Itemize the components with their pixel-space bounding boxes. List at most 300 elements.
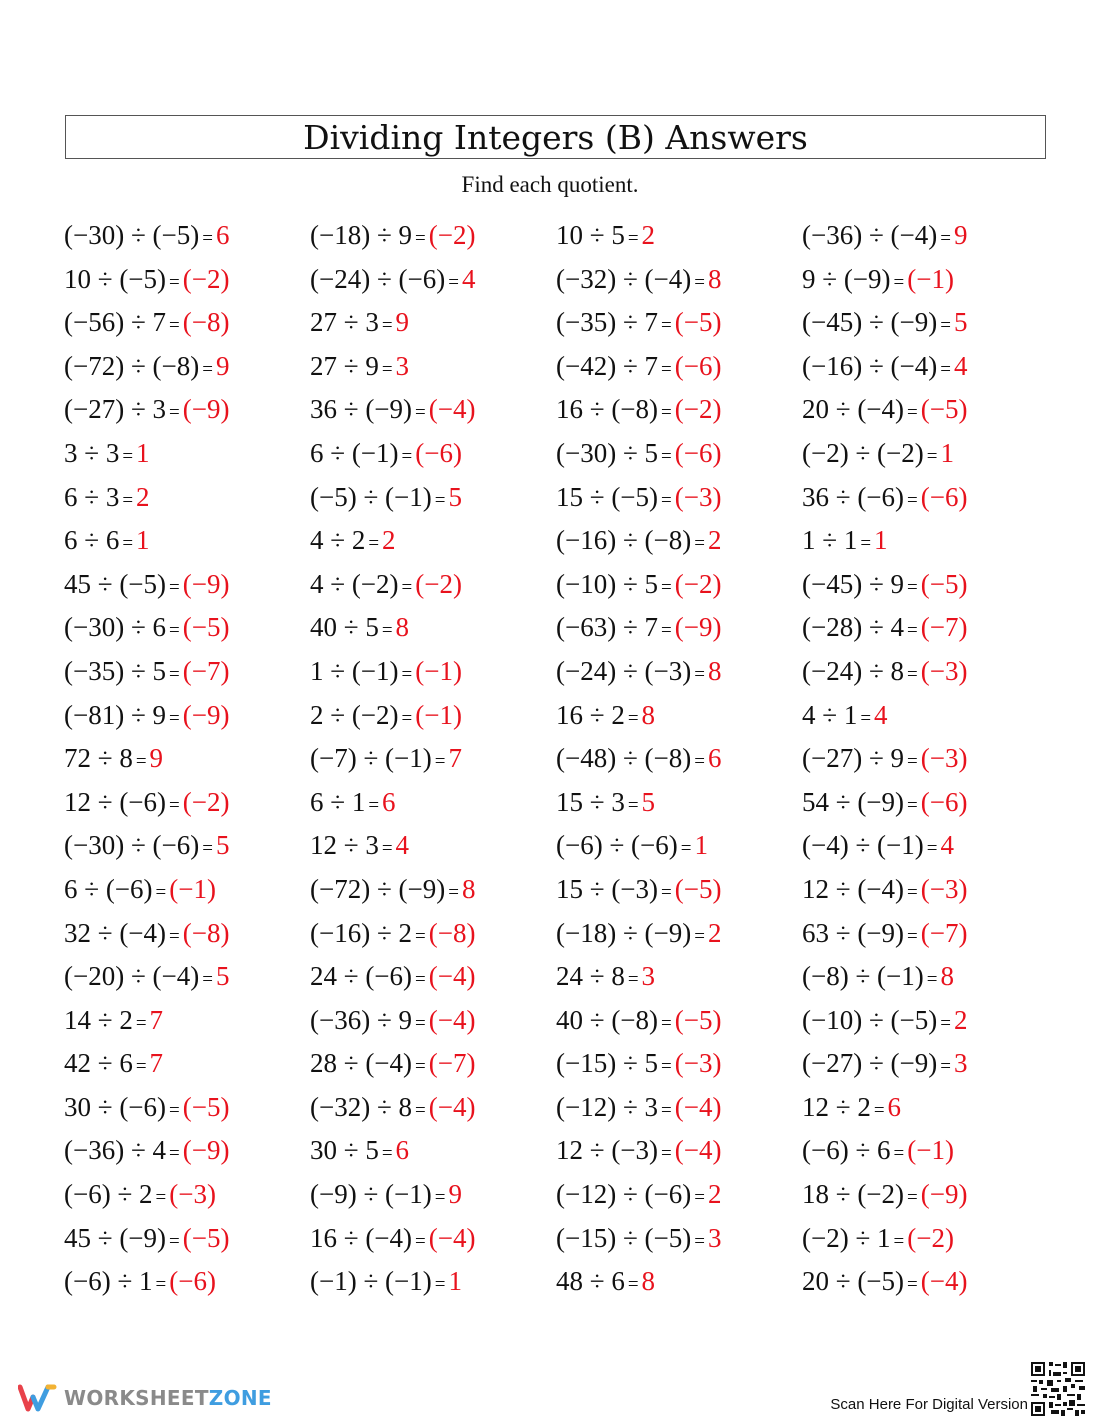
problem-item: [310, 519, 556, 563]
equals-sign: =: [122, 533, 134, 555]
problem-expression: 1 ÷ (−1): [310, 655, 399, 686]
problem-expression: (−9) ÷ (−1): [310, 1179, 432, 1210]
equals-sign: =: [661, 445, 672, 467]
equals-sign: =: [926, 838, 938, 860]
problem-expression: (−63) ÷ 7: [556, 612, 659, 643]
problem-expression: 4 ÷ 2: [310, 525, 366, 556]
equals-sign: =: [661, 315, 672, 337]
equals-sign: =: [401, 576, 413, 598]
problem-answer: 4: [461, 263, 476, 294]
problem-expression: (−8) ÷ (−1): [802, 961, 924, 992]
problem-item: [802, 1042, 1048, 1086]
problem-item: [310, 1042, 556, 1086]
problem-answer: 8: [461, 873, 476, 904]
problem-answer: (−5): [920, 568, 968, 599]
problem-expression: 16 ÷ (−4): [310, 1222, 413, 1253]
equals-sign: =: [926, 969, 938, 991]
problem-expression: (−72) ÷ (−9): [310, 873, 446, 904]
equals-sign: =: [169, 1143, 180, 1165]
problem-answer: 1: [136, 525, 150, 556]
problem-expression: (−18) ÷ 9: [310, 220, 413, 250]
problem-answer: (−6): [415, 437, 462, 468]
equals-sign: =: [381, 838, 393, 860]
problem-answer: (−5): [920, 394, 968, 425]
problem-item: [556, 1086, 802, 1130]
problem-answer: (−2): [428, 220, 476, 250]
problem-expression: 10 ÷ 5: [556, 220, 625, 250]
equals-sign: =: [940, 228, 951, 249]
problem-expression: (−36) ÷ (−4): [802, 220, 938, 250]
equals-sign: =: [907, 620, 918, 642]
problem-item: [556, 999, 802, 1043]
equals-sign: =: [694, 533, 705, 555]
equals-sign: =: [415, 228, 426, 249]
problem-expression: (−24) ÷ (−6): [310, 263, 446, 294]
problem-expression: 6 ÷ 1: [310, 786, 366, 817]
equals-sign: =: [202, 228, 213, 249]
problem-answer: 1: [136, 437, 150, 468]
equals-sign: =: [907, 751, 918, 773]
problem-item: [310, 1217, 556, 1261]
problem-item: [64, 1129, 310, 1173]
problem-expression: 3 ÷ 3: [64, 437, 120, 468]
problem-answer: 2: [641, 220, 656, 250]
problem-answer: 2: [136, 481, 150, 512]
problem-answer: 8: [641, 1266, 656, 1297]
logo-text-zone: ZONE: [208, 1386, 272, 1410]
problem-answer: 2: [953, 1004, 968, 1035]
equals-sign: =: [434, 1274, 446, 1296]
equals-sign: =: [694, 751, 705, 773]
problem-answer: 2: [707, 525, 722, 556]
problem-expression: 4 ÷ 1: [802, 699, 858, 730]
problem-answer: (−2): [182, 263, 230, 294]
problem-item: [310, 1086, 556, 1130]
equals-sign: =: [940, 315, 951, 337]
equals-sign: =: [202, 838, 213, 860]
equals-sign: =: [940, 1012, 951, 1034]
problem-item: [64, 519, 310, 563]
problem-expression: (−7) ÷ (−1): [310, 743, 432, 774]
problem-item: [556, 1042, 802, 1086]
problem-expression: (−6) ÷ (−6): [556, 830, 678, 861]
problem-expression: (−28) ÷ 4: [802, 612, 905, 643]
problem-answer: 9: [953, 220, 968, 250]
problem-answer: 5: [215, 961, 230, 992]
problem-answer: 9: [215, 350, 230, 381]
equals-sign: =: [122, 489, 134, 511]
problem-expression: 20 ÷ (−4): [802, 394, 905, 425]
equals-sign: =: [940, 358, 951, 380]
problem-expression: 27 ÷ 3: [310, 307, 379, 338]
problem-answer: (−3): [674, 481, 722, 512]
problem-expression: (−18) ÷ (−9): [556, 917, 692, 948]
problem-expression: 12 ÷ 2: [802, 1091, 871, 1122]
problem-item: [556, 563, 802, 607]
equals-sign: =: [627, 794, 639, 816]
problem-answer: 9: [448, 1179, 462, 1210]
problem-item: [556, 737, 802, 781]
problem-expression: (−16) ÷ 2: [310, 917, 413, 948]
problem-item: [802, 1129, 1048, 1173]
problem-expression: 24 ÷ 8: [556, 961, 625, 992]
equals-sign: =: [661, 620, 672, 642]
problem-item: [64, 388, 310, 432]
problem-expression: 4 ÷ (−2): [310, 568, 399, 599]
problem-item: [556, 258, 802, 302]
equals-sign: =: [907, 794, 918, 816]
equals-sign: =: [661, 358, 672, 380]
problem-item: [802, 388, 1048, 432]
equals-sign: =: [893, 271, 905, 293]
problem-expression: 20 ÷ (−5): [802, 1266, 905, 1297]
problem-answer: (−9): [182, 699, 230, 730]
equals-sign: =: [415, 1012, 426, 1034]
problem-answer: (−3): [169, 1179, 216, 1210]
problem-expression: (−16) ÷ (−4): [802, 350, 938, 381]
problem-item: [802, 650, 1048, 694]
problem-answer: (−4): [428, 1091, 476, 1122]
problem-answer: 5: [448, 481, 462, 512]
problem-answer: (−2): [907, 1222, 954, 1253]
problem-item: [64, 650, 310, 694]
problem-expression: 6 ÷ 3: [64, 481, 120, 512]
problem-expression: 36 ÷ (−9): [310, 394, 413, 425]
qr-code-icon[interactable]: [1029, 1360, 1087, 1418]
problem-answer: (−2): [674, 568, 722, 599]
problem-expression: 48 ÷ 6: [556, 1266, 625, 1297]
problem-item: [556, 1217, 802, 1261]
equals-sign: =: [907, 925, 918, 947]
equals-sign: =: [169, 925, 180, 947]
equals-sign: =: [415, 402, 426, 424]
problem-answer: (−4): [428, 394, 476, 425]
problem-item: [802, 563, 1048, 607]
problem-expression: 9 ÷ (−9): [802, 263, 891, 294]
problem-expression: 30 ÷ 5: [310, 1135, 379, 1166]
problem-item: [802, 258, 1048, 302]
problem-answer: (−5): [182, 1222, 230, 1253]
equals-sign: =: [627, 228, 639, 249]
problem-item: [556, 824, 802, 868]
equals-sign: =: [401, 445, 413, 467]
problem-answer: (−4): [428, 1004, 476, 1035]
equals-sign: =: [169, 315, 180, 337]
problem-answer: (−5): [182, 1091, 230, 1122]
problem-answer: 2: [707, 917, 722, 948]
problem-item: [802, 606, 1048, 650]
problem-answer: 8: [641, 699, 656, 730]
problem-answer: 8: [395, 612, 410, 643]
problem-expression: (−35) ÷ 5: [64, 655, 167, 686]
problem-answer: (−9): [674, 612, 722, 643]
problem-answer: 6: [395, 1135, 410, 1166]
problem-answer: 5: [641, 786, 656, 817]
problem-expression: 16 ÷ 2: [556, 699, 625, 730]
problem-expression: (−12) ÷ (−6): [556, 1179, 692, 1210]
problem-expression: (−35) ÷ 7: [556, 307, 659, 338]
problem-item: [556, 476, 802, 520]
problem-answer: 1: [940, 437, 954, 468]
problem-item: [556, 301, 802, 345]
problem-answer: (−2): [415, 568, 462, 599]
equals-sign: =: [694, 925, 705, 947]
equals-sign: =: [434, 751, 446, 773]
equals-sign: =: [122, 445, 134, 467]
problem-item: [64, 476, 310, 520]
problem-answer: (−1): [907, 1135, 954, 1166]
problem-expression: (−6) ÷ 1: [64, 1266, 153, 1297]
equals-sign: =: [661, 1012, 672, 1034]
equals-sign: =: [448, 271, 459, 293]
equals-sign: =: [135, 1012, 147, 1034]
problem-item: [556, 1173, 802, 1217]
problem-item: [310, 345, 556, 389]
equals-sign: =: [381, 620, 393, 642]
problem-answer: 6: [382, 786, 396, 817]
problem-answer: 4: [395, 830, 410, 861]
problem-answer: 8: [940, 961, 954, 992]
problem-item: [802, 1173, 1048, 1217]
problem-item: [64, 1042, 310, 1086]
equals-sign: =: [415, 1056, 426, 1078]
problem-item: [310, 301, 556, 345]
problem-answer: 8: [707, 263, 722, 294]
equals-sign: =: [694, 663, 705, 685]
equals-sign: =: [381, 358, 393, 380]
problem-grid: [64, 214, 1064, 1304]
problem-item: [64, 214, 310, 258]
problem-expression: (−10) ÷ 5: [556, 568, 659, 599]
problem-expression: (−56) ÷ 7: [64, 307, 167, 338]
equals-sign: =: [434, 489, 446, 511]
problem-item: [310, 824, 556, 868]
problem-item: [310, 432, 556, 476]
equals-sign: =: [627, 1274, 639, 1296]
problem-item: [310, 388, 556, 432]
problem-item: [310, 868, 556, 912]
problem-item: [802, 301, 1048, 345]
problem-answer: (−4): [674, 1135, 722, 1166]
problem-expression: 16 ÷ (−8): [556, 394, 659, 425]
equals-sign: =: [169, 271, 180, 293]
instructions: Find each quotient.: [461, 172, 639, 197]
equals-sign: =: [381, 315, 393, 337]
problem-item: [64, 694, 310, 738]
worksheetzone-w-logo-icon: [18, 1383, 58, 1413]
problem-item: [310, 955, 556, 999]
equals-sign: =: [415, 1230, 426, 1252]
problem-expression: 12 ÷ (−6): [64, 786, 167, 817]
problem-expression: (−27) ÷ (−9): [802, 1048, 938, 1079]
problem-item: [556, 650, 802, 694]
problem-answer: 1: [448, 1266, 462, 1297]
problem-answer: 3: [707, 1222, 722, 1253]
equals-sign: =: [627, 707, 639, 729]
equals-sign: =: [169, 576, 180, 598]
equals-sign: =: [155, 1274, 167, 1296]
problem-answer: (−4): [428, 1222, 476, 1253]
equals-sign: =: [627, 969, 639, 991]
problem-expression: 6 ÷ 6: [64, 525, 120, 556]
problem-expression: (−15) ÷ (−5): [556, 1222, 692, 1253]
problem-answer: 7: [149, 1048, 164, 1079]
problem-expression: (−12) ÷ 3: [556, 1091, 659, 1122]
problem-item: [802, 824, 1048, 868]
problem-item: [556, 694, 802, 738]
problem-expression: (−30) ÷ 6: [64, 612, 167, 643]
problem-answer: 5: [953, 307, 968, 338]
problem-item: [310, 694, 556, 738]
equals-sign: =: [448, 881, 459, 903]
problem-expression: 2 ÷ (−2): [310, 699, 399, 730]
problem-expression: (−32) ÷ 8: [310, 1091, 413, 1122]
problem-expression: (−27) ÷ 3: [64, 394, 167, 425]
equals-sign: =: [907, 402, 918, 424]
problem-expression: (−15) ÷ 5: [556, 1048, 659, 1079]
problem-answer: (−5): [674, 307, 722, 338]
problem-item: [556, 955, 802, 999]
problem-answer: (−6): [920, 786, 968, 817]
equals-sign: =: [155, 1187, 167, 1209]
problem-expression: 45 ÷ (−9): [64, 1222, 167, 1253]
equals-sign: =: [169, 620, 180, 642]
equals-sign: =: [202, 358, 213, 380]
problem-item: [802, 432, 1048, 476]
problem-item: [64, 1173, 310, 1217]
problem-expression: (−36) ÷ 9: [310, 1004, 413, 1035]
equals-sign: =: [694, 271, 705, 293]
problem-answer: (−9): [182, 1135, 230, 1166]
title-text: Dividing Integers (B) Answers: [303, 117, 808, 157]
problem-expression: (−24) ÷ 8: [802, 655, 905, 686]
problem-answer: (−1): [907, 263, 954, 294]
equals-sign: =: [873, 1099, 885, 1121]
problem-expression: 10 ÷ (−5): [64, 263, 167, 294]
problem-answer: (−3): [920, 873, 968, 904]
problem-item: [310, 912, 556, 956]
problem-answer: (−3): [920, 655, 968, 686]
problem-expression: 12 ÷ (−3): [556, 1135, 659, 1166]
problem-item: [556, 868, 802, 912]
problem-item: [64, 824, 310, 868]
problem-answer: (−3): [920, 743, 968, 774]
problem-answer: 7: [448, 743, 462, 774]
problem-expression: (−6) ÷ 2: [64, 1179, 153, 1210]
problem-item: [64, 345, 310, 389]
problem-expression: (−2) ÷ (−2): [802, 437, 924, 468]
problem-item: [802, 781, 1048, 825]
problem-item: [556, 781, 802, 825]
problem-answer: (−1): [415, 699, 462, 730]
equals-sign: =: [169, 1230, 180, 1252]
equals-sign: =: [907, 663, 918, 685]
equals-sign: =: [694, 1230, 705, 1252]
problem-item: [64, 563, 310, 607]
problem-expression: (−30) ÷ 5: [556, 437, 659, 468]
problem-expression: 63 ÷ (−9): [802, 917, 905, 948]
problem-expression: 12 ÷ 3: [310, 830, 379, 861]
problem-item: [64, 1260, 310, 1304]
problem-answer: (−4): [428, 961, 476, 992]
problem-item: [64, 1217, 310, 1261]
problem-answer: (−7): [182, 655, 230, 686]
equals-sign: =: [907, 1187, 918, 1209]
problem-expression: (−1) ÷ (−1): [310, 1266, 432, 1297]
problem-item: [64, 1086, 310, 1130]
equals-sign: =: [135, 751, 147, 773]
problem-item: [64, 258, 310, 302]
worksheetzone-logo[interactable]: [18, 1383, 272, 1413]
equals-sign: =: [401, 663, 413, 685]
problem-item: [556, 1260, 802, 1304]
problem-answer: (−6): [674, 437, 722, 468]
problem-expression: (−36) ÷ 4: [64, 1135, 167, 1166]
equals-sign: =: [661, 402, 672, 424]
worksheet-title: [65, 115, 1046, 159]
problem-item: [310, 650, 556, 694]
problem-answer: (−6): [920, 481, 968, 512]
problem-expression: 40 ÷ 5: [310, 612, 379, 643]
problem-expression: (−24) ÷ (−3): [556, 655, 692, 686]
equals-sign: =: [415, 969, 426, 991]
problem-expression: 45 ÷ (−5): [64, 568, 167, 599]
equals-sign: =: [694, 1187, 705, 1209]
problem-expression: (−81) ÷ 9: [64, 699, 167, 730]
problem-answer: 9: [149, 743, 164, 774]
equals-sign: =: [381, 1143, 393, 1165]
equals-sign: =: [415, 925, 426, 947]
equals-sign: =: [860, 533, 872, 555]
equals-sign: =: [893, 1230, 905, 1252]
problem-item: [64, 781, 310, 825]
problem-expression: 30 ÷ (−6): [64, 1091, 167, 1122]
problem-answer: (−2): [182, 786, 230, 817]
problem-item: [310, 737, 556, 781]
problem-expression: 12 ÷ (−4): [802, 873, 905, 904]
problem-answer: (−8): [428, 917, 476, 948]
problem-item: [64, 999, 310, 1043]
problem-expression: (−20) ÷ (−4): [64, 961, 200, 992]
equals-sign: =: [368, 794, 380, 816]
problem-item: [310, 606, 556, 650]
problem-expression: (−4) ÷ (−1): [802, 830, 924, 861]
problem-answer: (−9): [182, 394, 230, 425]
problem-item: [802, 214, 1048, 258]
problem-expression: 40 ÷ (−8): [556, 1004, 659, 1035]
problem-item: [310, 999, 556, 1043]
problem-expression: 24 ÷ (−6): [310, 961, 413, 992]
problem-item: [802, 519, 1048, 563]
problem-expression: 36 ÷ (−6): [802, 481, 905, 512]
problem-answer: (−7): [920, 612, 968, 643]
problem-expression: (−2) ÷ 1: [802, 1222, 891, 1253]
equals-sign: =: [155, 881, 167, 903]
problem-item: [556, 432, 802, 476]
problem-expression: 27 ÷ 9: [310, 350, 379, 381]
equals-sign: =: [434, 1187, 446, 1209]
problem-expression: 72 ÷ 8: [64, 743, 133, 774]
scan-text: Scan Here For Digital Version: [830, 1396, 1028, 1413]
equals-sign: =: [169, 402, 180, 424]
equals-sign: =: [368, 533, 380, 555]
equals-sign: =: [202, 969, 213, 991]
problem-item: [556, 1129, 802, 1173]
equals-sign: =: [169, 663, 180, 685]
problem-answer: (−1): [415, 655, 462, 686]
problem-item: [802, 868, 1048, 912]
problem-expression: (−16) ÷ (−8): [556, 525, 692, 556]
